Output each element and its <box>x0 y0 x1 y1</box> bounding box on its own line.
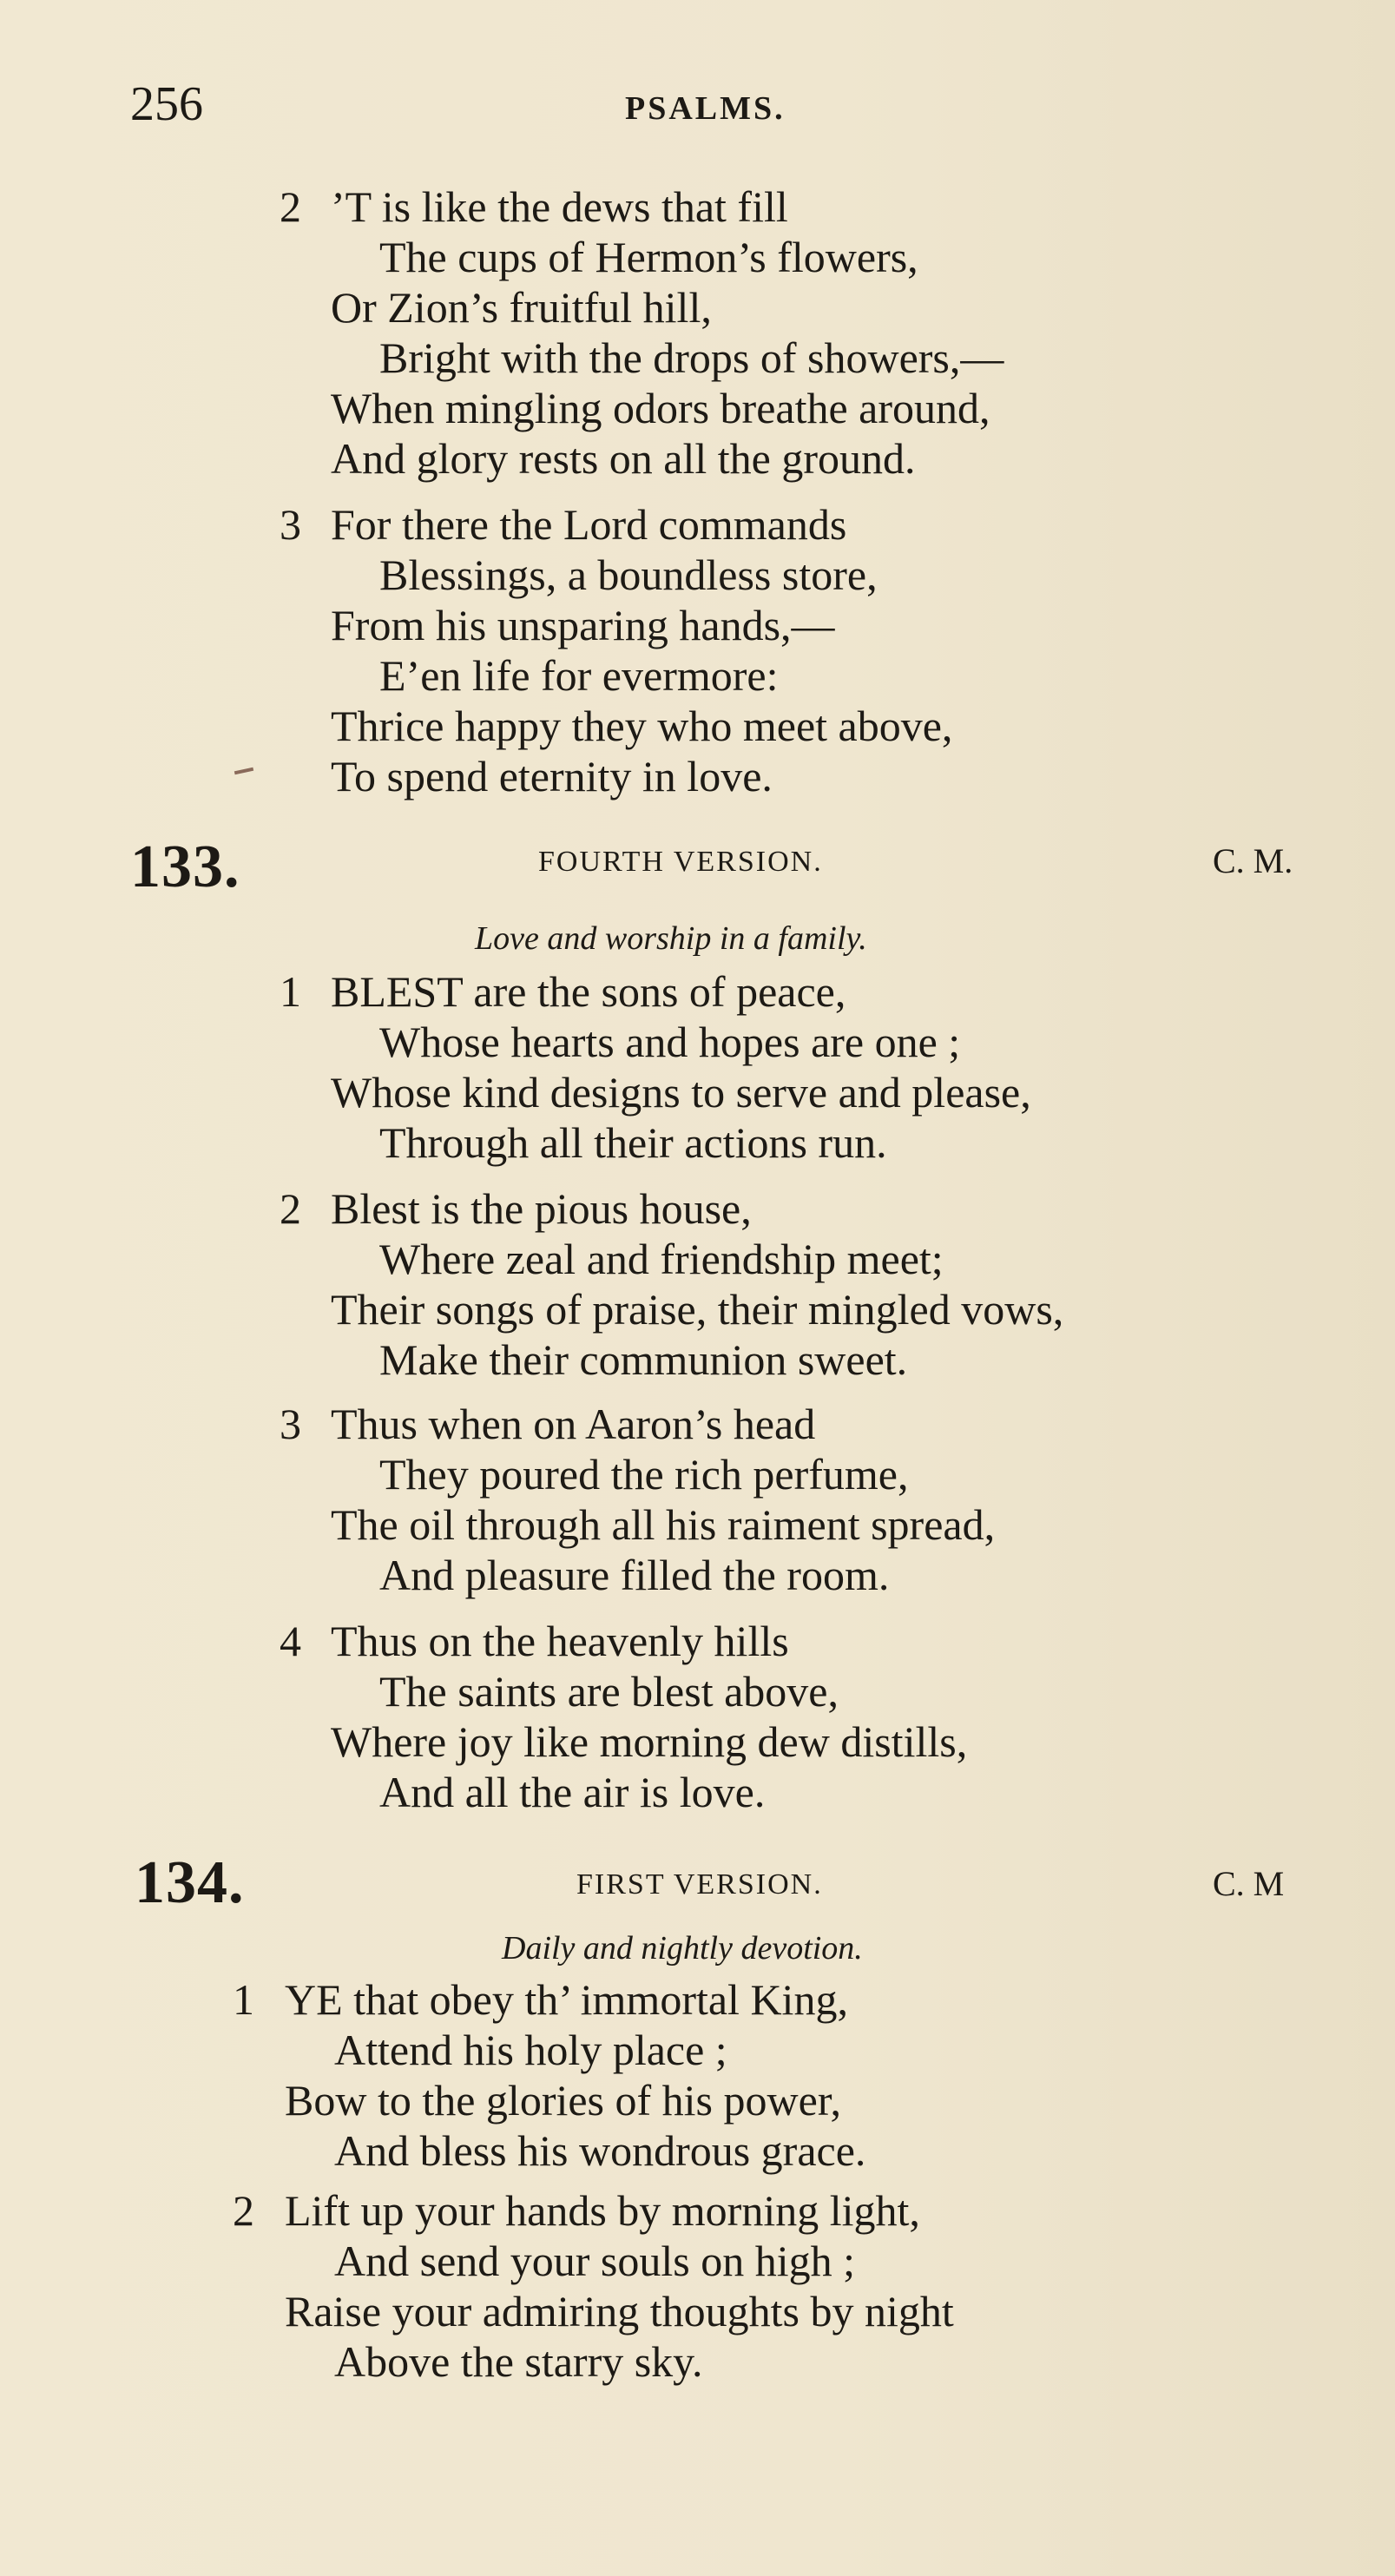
verse-line: Where zeal and friendship meet; <box>379 1235 944 1283</box>
stanza-number: 2 <box>233 2186 254 2235</box>
verse-line: Lift up your hands by morning light, <box>285 2186 920 2235</box>
stanza-number: 1 <box>233 1975 254 2024</box>
version-label: FIRST VERSION. <box>576 1868 823 1901</box>
verse-line: And bless his wondrous grace. <box>334 2126 866 2175</box>
verse-line: Make their communion sweet. <box>379 1335 908 1384</box>
verse-line: ’T is like the dews that fill <box>331 182 788 231</box>
verse-line: For there the Lord commands <box>331 500 847 549</box>
verse-line: Or Zion’s fruitful hill, <box>331 283 712 332</box>
verse-line: The oil through all his raiment spread, <box>331 1500 996 1549</box>
psalm-subtitle: Daily and nightly devotion. <box>502 1930 863 1967</box>
stanza-number: 4 <box>280 1617 301 1665</box>
verse-line: They poured the rich perfume, <box>379 1450 909 1499</box>
verse-line: Raise your admiring thoughts by night <box>285 2287 954 2336</box>
verse-line: Bow to the glories of his power, <box>285 2076 841 2125</box>
verse-line: From his unsparing hands,— <box>331 601 835 649</box>
stanza-number: 2 <box>280 1184 301 1233</box>
stanza-number: 3 <box>280 1400 301 1448</box>
verse-line: Attend his holy place ; <box>334 2026 727 2074</box>
version-label: FOURTH VERSION. <box>538 846 823 878</box>
verse-line: And glory rests on all the ground. <box>331 434 916 483</box>
verse-line: Whose kind designs to serve and please, <box>331 1068 1031 1117</box>
verse-line: Above the starry sky. <box>334 2337 703 2386</box>
psalm-number: 134. <box>135 1849 245 1916</box>
verse-line: Thus when on Aaron’s head <box>331 1400 816 1448</box>
verse-line: Blest is the pious house, <box>331 1184 752 1233</box>
stanza-number: 2 <box>280 182 301 231</box>
meter-label: C. M. <box>1213 841 1293 880</box>
running-title: PSALMS. <box>625 90 786 127</box>
verse-line: Whose hearts and hopes are one ; <box>379 1018 961 1066</box>
meter-label: C. M <box>1213 1864 1285 1903</box>
verse-line: Through all their actions run. <box>379 1118 887 1167</box>
verse-line: The saints are blest above, <box>379 1667 839 1716</box>
verse-line: Their songs of praise, their mingled vows, <box>331 1285 1064 1334</box>
verse-line: To spend eternity in love. <box>331 752 773 800</box>
psalm-subtitle: Love and worship in a family. <box>475 920 867 957</box>
verse-line: Blessings, a boundless store, <box>379 550 878 599</box>
verse-line: Bright with the drops of showers,— <box>379 333 1004 382</box>
page-number: 256 <box>130 77 203 131</box>
ink-speck <box>234 768 253 774</box>
verse-line: And pleasure filled the room. <box>379 1551 890 1599</box>
verse-line: The cups of Hermon’s flowers, <box>379 233 918 281</box>
stanza-number: 1 <box>280 967 301 1016</box>
verse-line: And send your souls on high ; <box>334 2237 855 2285</box>
verse-line: And all the air is love. <box>379 1768 766 1816</box>
stanza-number: 3 <box>280 500 301 549</box>
verse-line: YE that obey th’ immortal King, <box>285 1975 848 2024</box>
verse-line: Where joy like morning dew distills, <box>331 1717 968 1766</box>
verse-line: When mingling odors breathe around, <box>331 384 990 432</box>
psalm-number: 133. <box>130 833 240 900</box>
verse-line: BLEST are the sons of peace, <box>331 967 846 1016</box>
verse-line: E’en life for evermore: <box>379 651 779 700</box>
verse-line: Thus on the heavenly hills <box>331 1617 789 1665</box>
verse-line: Thrice happy they who meet above, <box>331 702 953 750</box>
